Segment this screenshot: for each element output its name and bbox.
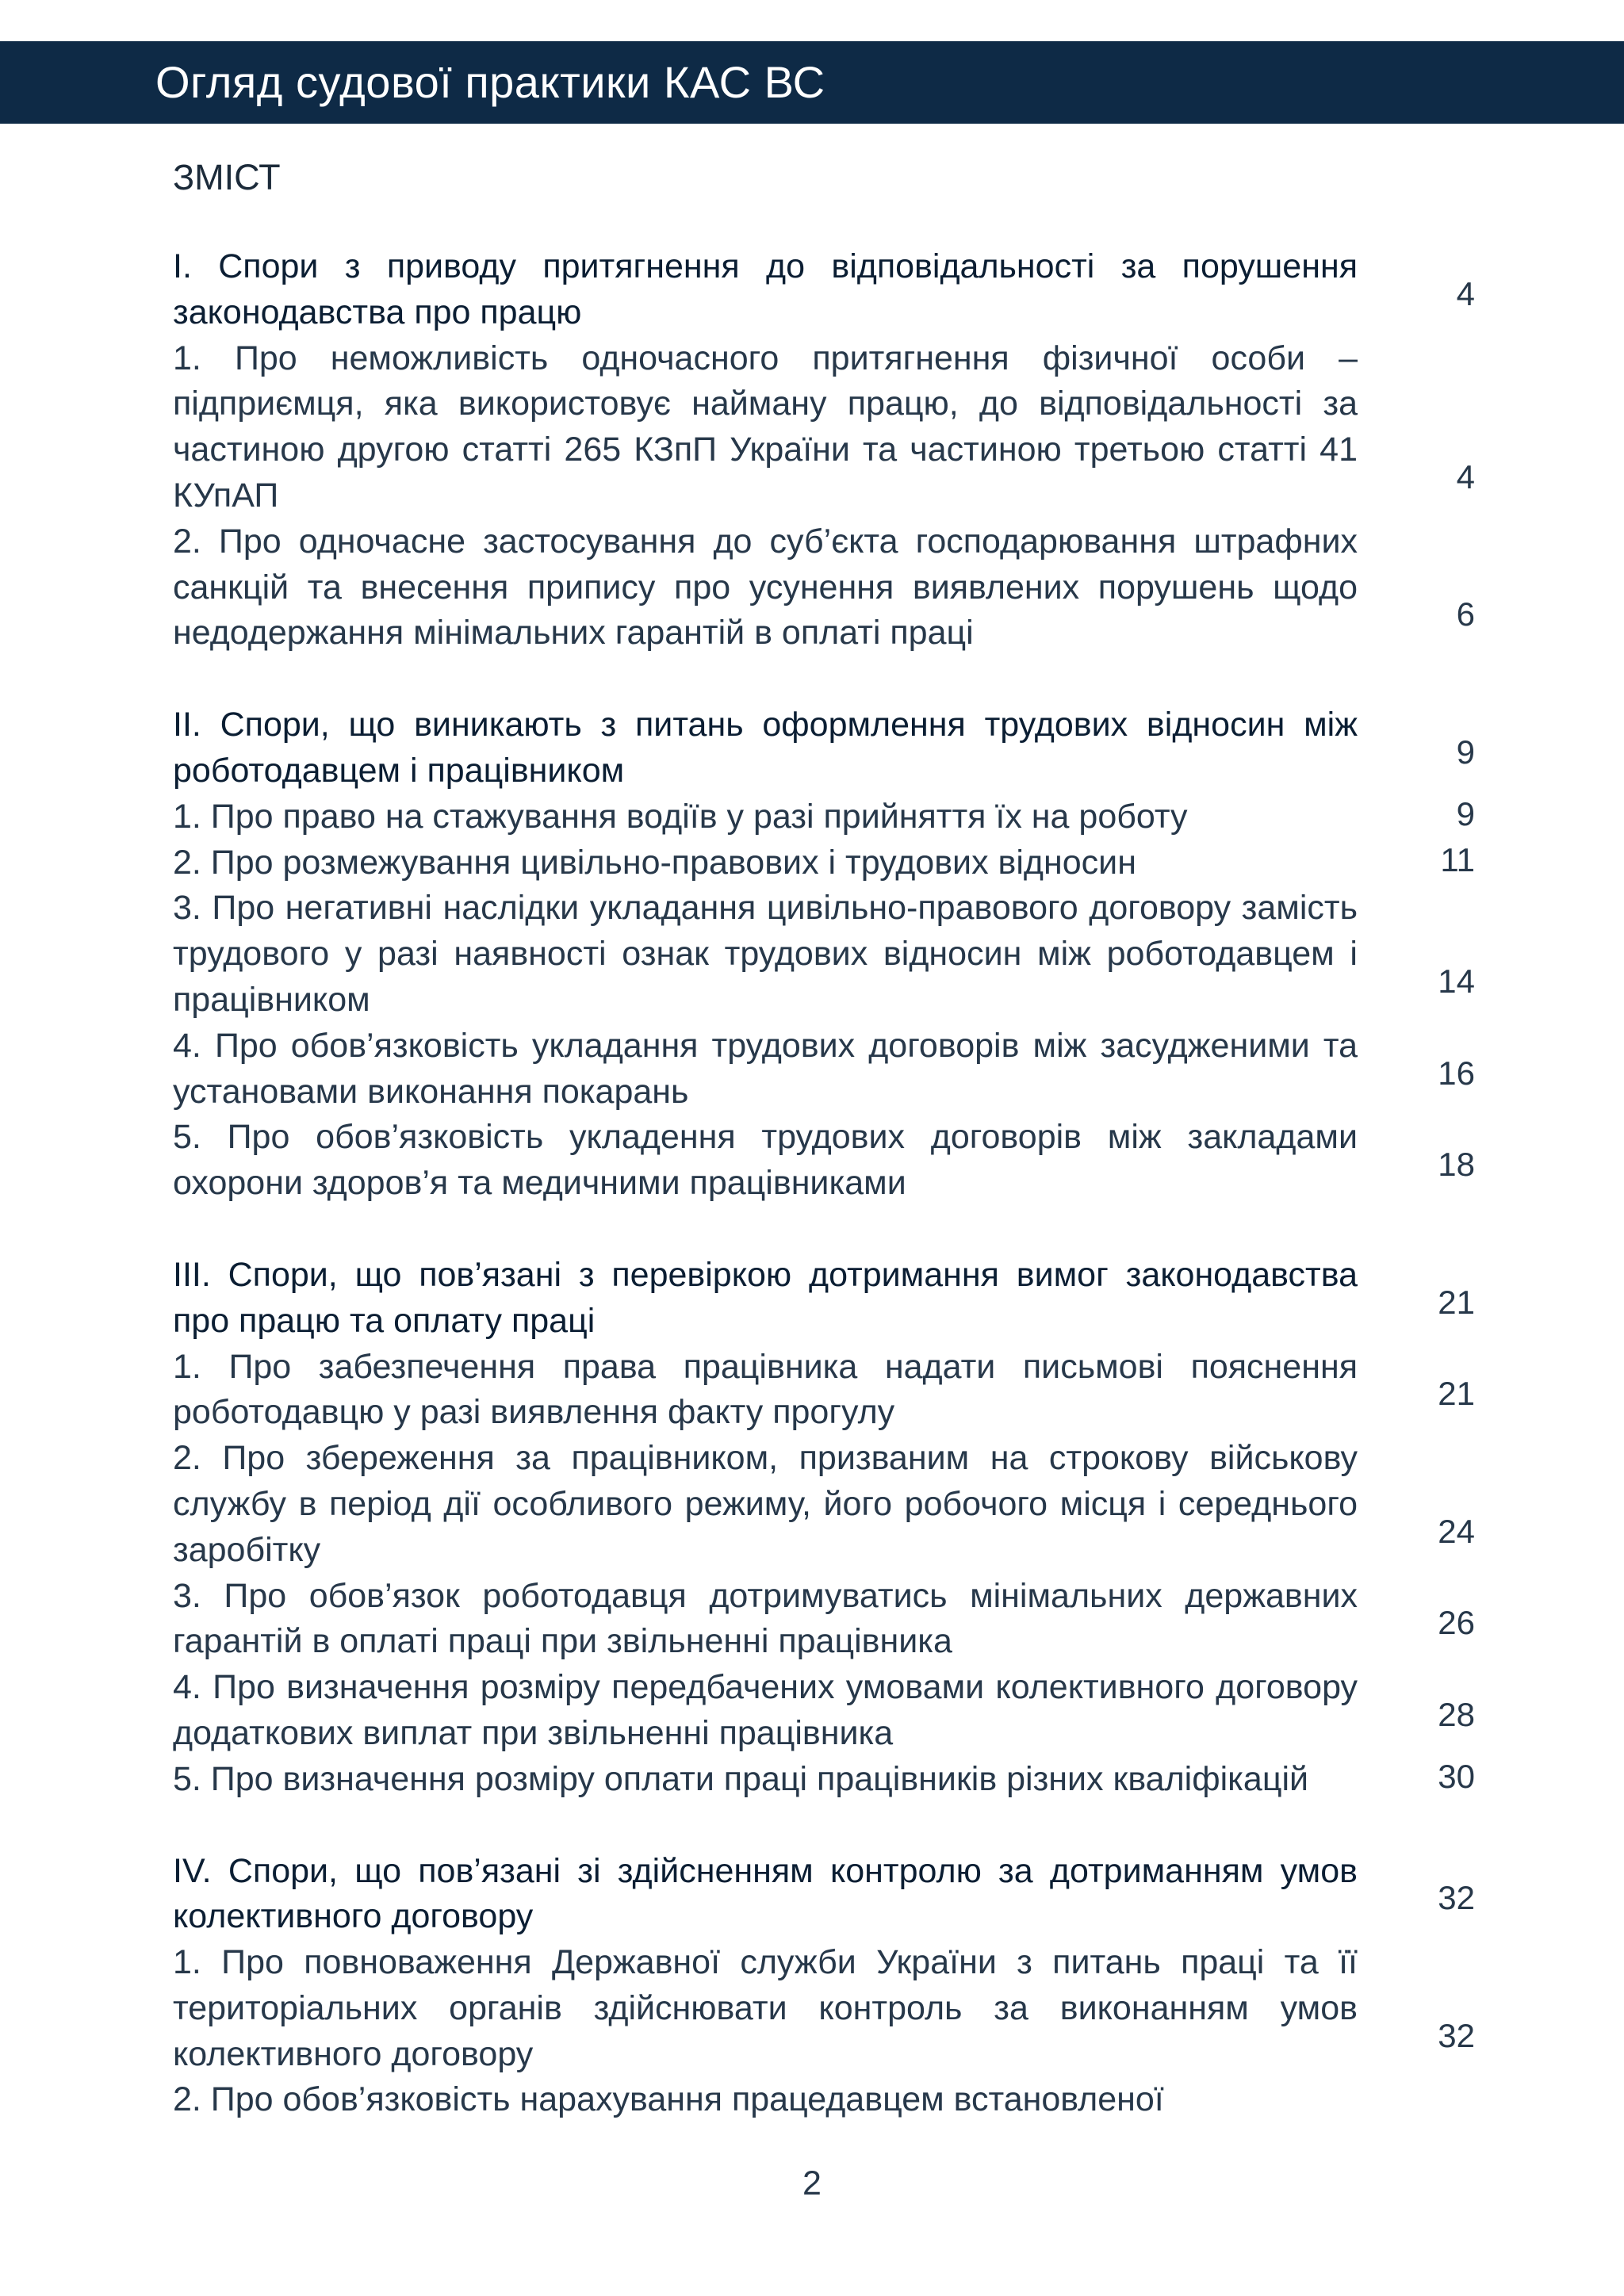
toc-entry-text: 1. Про повноваження Державної служби України з питань праці та її територіальних органів здійснювати контроль за виконанням умов колективного договору xyxy=(173,1943,1358,2073)
toc-entry[interactable] xyxy=(173,886,1475,1023)
toc-section-heading-page: 9 xyxy=(1456,733,1475,771)
toc-entry[interactable] xyxy=(173,1665,1475,1757)
toc-section-heading-text: IV. Спори, що пов’язані зі здійсненням контролю за дотриманням умов колективного договору xyxy=(173,1851,1358,1936)
page-number: 2 xyxy=(802,2164,822,2202)
toc-entry-text: 1. Про право на стажування водіїв у разі прийняття їх на роботу xyxy=(173,797,1188,836)
toc-section-heading-text: ІІІ. Спори, що пов’язані з перевіркою дотримання вимог законодавства про працю та оплату праці xyxy=(173,1255,1358,1340)
toc-entry-text: 2. Про одночасне застосування до суб’єкта господарювання штрафних санкцій та внесення припису про усунення виявлених порушень щодо недодержання мінімальних гарантій в оплаті праці xyxy=(173,522,1358,652)
toc-section-heading-page: 21 xyxy=(1438,1283,1475,1321)
toc-entry-text: 2. Про розмежування цивільно-правових і трудових відносин xyxy=(173,843,1136,882)
toc-section-heading[interactable] xyxy=(173,1849,1475,1941)
toc-entry-text: 1. Про забезпечення права працівника надати письмові пояснення роботодавцю у разі виявлення факту прогулу xyxy=(173,1347,1358,1432)
toc-section-heading-page: 4 xyxy=(1456,274,1475,312)
toc-entry-page: 30 xyxy=(1438,1757,1475,1795)
toc-section-heading[interactable] xyxy=(173,702,1475,794)
toc-entry[interactable] xyxy=(173,1024,1475,1115)
toc-entry[interactable] xyxy=(173,2077,1475,2123)
toc-entry[interactable] xyxy=(173,1574,1475,1666)
toc-entry[interactable] xyxy=(173,1436,1475,1573)
toc-entry[interactable] xyxy=(173,336,1475,519)
toc-section-heading-text: ІІ. Спори, що виникають з питань оформлення трудових відносин між роботодавцем і працівником xyxy=(173,706,1358,790)
toc-section-heading-page: 32 xyxy=(1438,1879,1475,1917)
toc-entry-page: 11 xyxy=(1440,840,1475,878)
toc-section xyxy=(173,1849,1475,2124)
document-header-bar xyxy=(0,41,1624,124)
toc-section-heading[interactable] xyxy=(173,244,1475,336)
toc-entry-text: 2. Про обов’язковість нарахування працедавцем встановленої xyxy=(173,2080,1164,2119)
toc-entry-text: 4. Про обов’язковість укладання трудових договорів між засудженими та установами виконання покарань xyxy=(173,1026,1358,1111)
toc-entry-text: 5. Про обов’язковість укладення трудових договорів між закладами охорони здоров’я та медичними працівниками xyxy=(173,1118,1358,1203)
toc-entry-page: 6 xyxy=(1456,595,1475,633)
table-of-contents xyxy=(173,244,1475,2169)
toc-entry-page: 4 xyxy=(1456,457,1475,496)
toc-entry[interactable] xyxy=(173,794,1475,840)
toc-entry-page: 28 xyxy=(1438,1695,1475,1733)
toc-entry-text: 2. Про збереження за працівником, призваним на строкову військову службу в період дії особливого режиму, його робочого місця і середнього заробітку xyxy=(173,1439,1358,1569)
toc-entry-text: 4. Про визначення розміру передбачених умовами колективного договору додаткових виплат при звільненні працівника xyxy=(173,1668,1358,1752)
toc-title: ЗМІСТ xyxy=(173,157,281,197)
toc-entry[interactable] xyxy=(173,1940,1475,2077)
toc-entry-text: 1. Про неможливість одночасного притягнення фізичної особи – підприємця, яка використовує найману працю, до відповідальності за частиною другою статті 265 КЗпП України та частиною третьою статті 41 КУпАП xyxy=(173,339,1358,515)
toc-entry-page: 26 xyxy=(1438,1604,1475,1642)
toc-entry-text: 5. Про визначення розміру оплати праці працівників різних кваліфікацій xyxy=(173,1759,1309,1798)
toc-section-heading[interactable] xyxy=(173,1253,1475,1345)
document-title: Огляд судової практики КАС ВС xyxy=(155,57,825,107)
toc-entry[interactable] xyxy=(173,1345,1475,1437)
toc-entry-page: 9 xyxy=(1456,794,1475,832)
toc-section xyxy=(173,1253,1475,1803)
toc-entry-text: 3. Про негативні наслідки укладання цивільно-правового договору замість трудового у разі наявності ознак трудових відносин між роботодавцем і працівником xyxy=(173,889,1358,1019)
toc-section xyxy=(173,244,1475,656)
toc-entry-page: 14 xyxy=(1438,962,1475,1000)
toc-entry-page: 24 xyxy=(1438,1512,1475,1550)
toc-entry-text: 3. Про обов’язок роботодавця дотримуватись мінімальних державних гарантій в оплаті праці при звільненні працівника xyxy=(173,1576,1358,1661)
toc-section xyxy=(173,702,1475,1207)
toc-section-heading-text: І. Спори з приводу притягнення до відповідальності за порушення законодавства про працю xyxy=(173,247,1358,331)
toc-entry[interactable] xyxy=(173,840,1475,886)
toc-entry-page: 16 xyxy=(1438,1054,1475,1092)
toc-entry[interactable] xyxy=(173,1115,1475,1207)
toc-entry-page: 18 xyxy=(1438,1146,1475,1184)
toc-entry[interactable] xyxy=(173,1757,1475,1803)
toc-entry-page: 32 xyxy=(1438,2016,1475,2054)
toc-entry[interactable] xyxy=(173,519,1475,656)
toc-entry-page: 21 xyxy=(1438,1375,1475,1413)
